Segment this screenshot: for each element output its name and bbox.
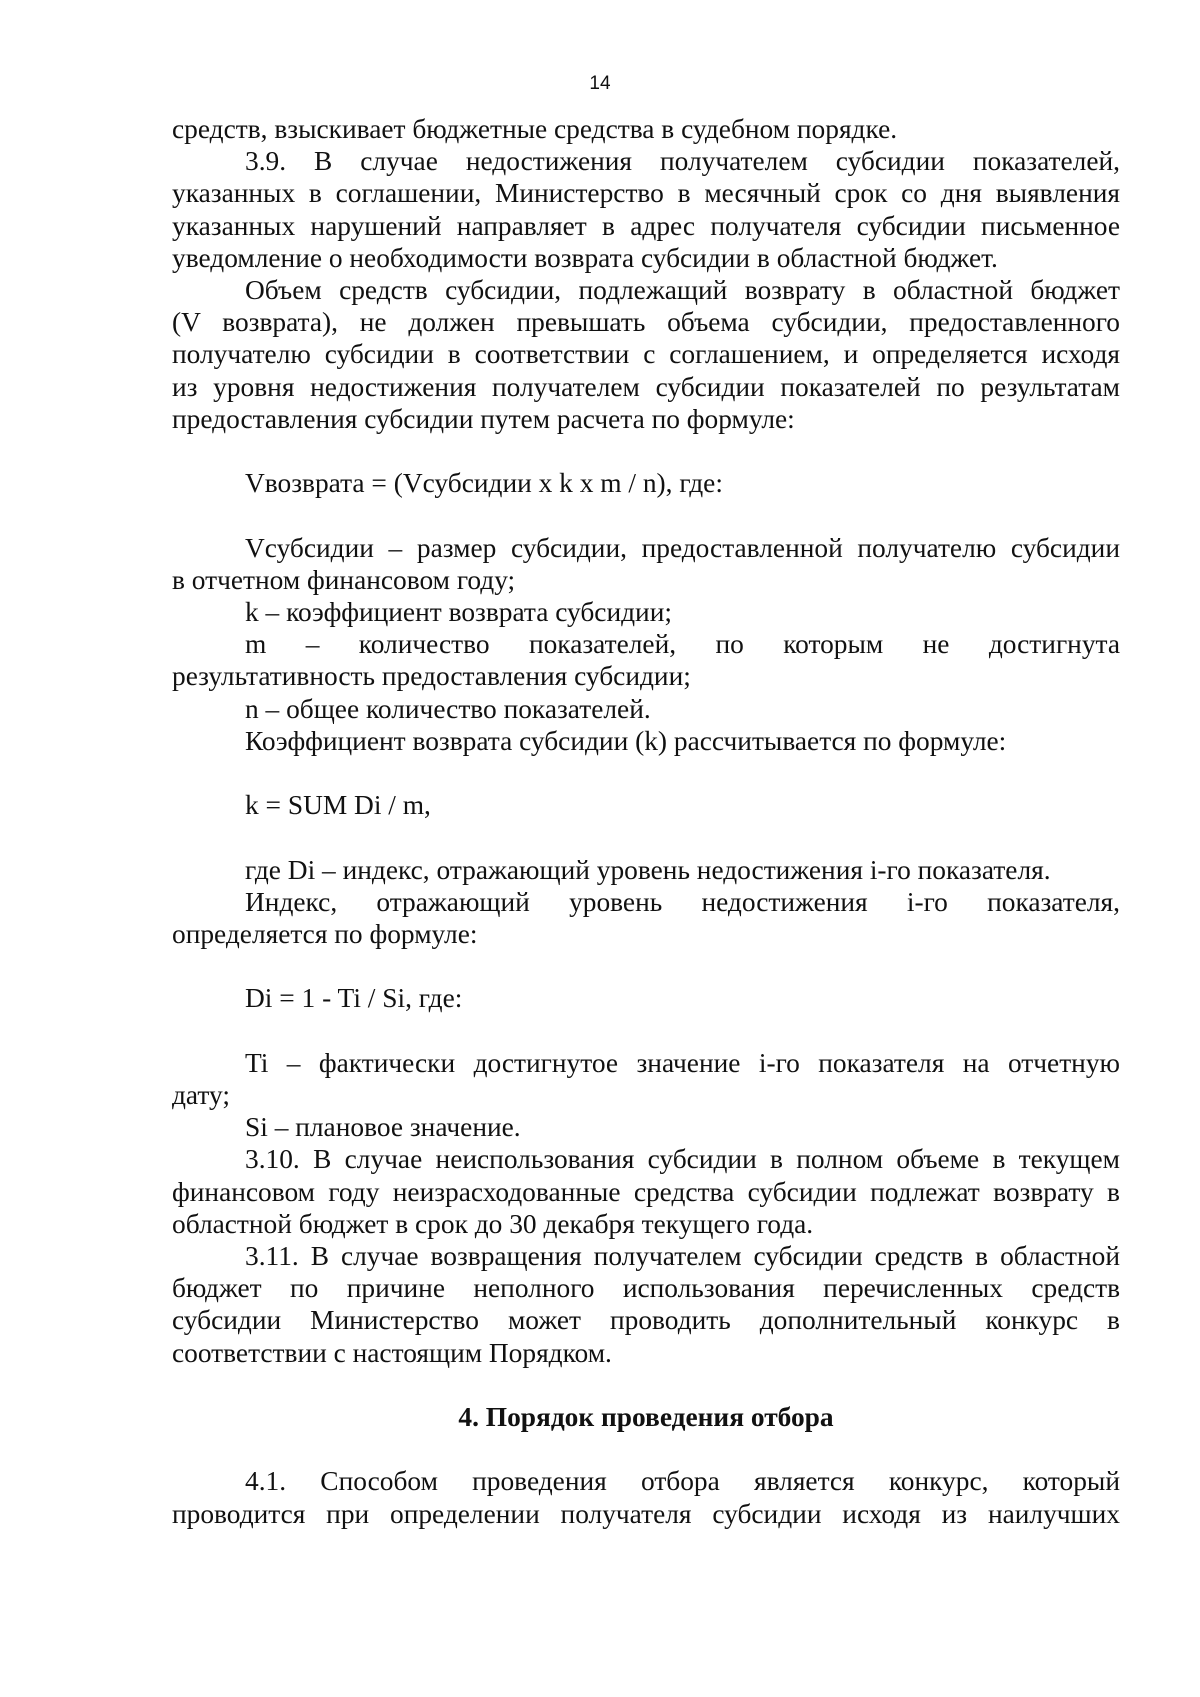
text-line: в отчетном финансовом году; <box>172 564 516 595</box>
text-line: k – коэффициент возврата субсидии; <box>245 597 672 628</box>
text-line: Индекс, отражающий уровень недостижения i-го показателя, <box>245 886 1120 917</box>
text-line: определяется по формуле: <box>172 919 478 950</box>
text-line: Объем средств субсидии, подлежащий возврату в областной бюджет <box>245 275 1120 306</box>
clause-3-9-line: 3.9. В случае недостижения получателем субсидии показателей, <box>245 146 1120 177</box>
text-line: из уровня недостижения получателем субсидии показателей по результатам <box>172 371 1120 402</box>
blank-line <box>172 950 1120 982</box>
section-heading: 4. Порядок проведения отбора <box>458 1402 834 1433</box>
formula-k: k = SUM Di / m, <box>245 790 431 821</box>
formula-v-return: Vвозврата = (Vсубсидии x k x m / n), где: <box>245 468 723 499</box>
text-line: финансовом году неизрасходованные средства субсидии подлежат возврату в <box>172 1176 1120 1207</box>
text-line: m – количество показателей, по которым не достигнута <box>245 629 1120 660</box>
text-line: областной бюджет в срок до 30 декабря текущего года. <box>172 1208 814 1239</box>
text-line: Ti – фактически достигнутое значение i-го показателя на отчетную <box>245 1047 1120 1078</box>
blank-line <box>172 1433 1120 1465</box>
blank-line <box>172 435 1120 467</box>
blank-line <box>172 1015 1120 1047</box>
text-line: указанных нарушений направляет в адрес получателя субсидии письменное <box>172 210 1120 241</box>
blank-line <box>172 821 1120 853</box>
text-line: Vсубсидии – размер субсидии, предоставленной получателю субсидии <box>245 532 1120 563</box>
text-line: где Di – индекс, отражающий уровень недостижения i-го показателя. <box>245 854 1051 885</box>
page-number: 14 <box>589 73 611 94</box>
clause-3-10-line: 3.10. В случае неиспользования субсидии в полном объеме в текущем <box>245 1144 1120 1175</box>
text-line: средств, взыскивает бюджетные средства в судебном порядке. <box>172 114 898 144</box>
blank-line <box>172 757 1120 789</box>
text-line: дату; <box>172 1080 230 1110</box>
text-line: уведомление о необходимости возврата субсидии в областной бюджет. <box>172 242 998 273</box>
clause-4-1-line: 4.1. Способом проведения отбора является конкурс, который <box>245 1466 1120 1497</box>
text-line: субсидии Министерство может проводить дополнительный конкурс в <box>172 1305 1120 1336</box>
text-line: n – общее количество показателей. <box>245 693 651 724</box>
text-line: проводится при определении получателя субсидии исходя из наилучших <box>172 1498 1120 1529</box>
document-body <box>172 113 1120 1530</box>
text-line: Si – плановое значение. <box>245 1112 521 1143</box>
text-line: Коэффициент возврата субсидии (k) рассчитывается по формуле: <box>245 725 1007 756</box>
text-line: соответствии с настоящим Порядком. <box>172 1337 612 1368</box>
text-line: предоставления субсидии путем расчета по формуле: <box>172 403 795 434</box>
text-line: результативность предоставления субсидии; <box>172 661 691 692</box>
clause-3-11-line: 3.11. В случае возвращения получателем субсидии средств в областной <box>245 1241 1120 1272</box>
blank-line <box>172 1369 1120 1401</box>
text-line: бюджет по причине неполного использования перечисленных средств <box>172 1273 1120 1304</box>
formula-di: Di = 1 - Ti / Si, где: <box>245 983 463 1014</box>
text-line: (V возврата), не должен превышать объема субсидии, предоставленного <box>172 307 1120 338</box>
text-line: получателю субсидии в соответствии с соглашением, и определяется исходя <box>172 339 1120 370</box>
text-line: указанных в соглашении, Министерство в месячный срок со дня выявления <box>172 178 1120 209</box>
blank-line <box>172 499 1120 531</box>
